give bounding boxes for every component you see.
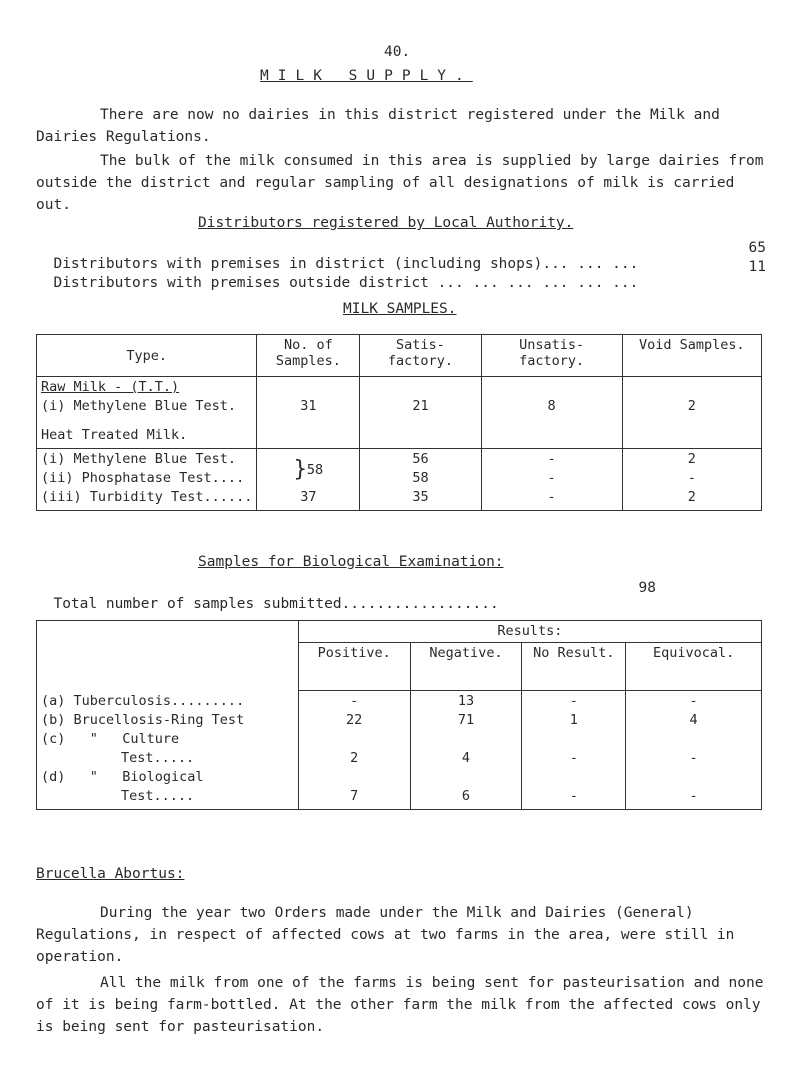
header-equivocal: Equivocal. — [626, 643, 762, 691]
heat-test-phosphatase: (ii) Phosphatase Test.... — [41, 470, 245, 486]
biological-total-value: 98 — [638, 580, 656, 596]
header-unsatisfactory: Unsatis- factory. — [481, 335, 622, 377]
heat-treated-type-cell — [37, 449, 257, 511]
heat-treated-void: 2 - 2 — [622, 449, 761, 511]
raw-milk-unsatisfactory: 8 — [481, 377, 622, 449]
page-number: 40. — [384, 44, 411, 60]
heat-treated-unsatisfactory: - - - — [481, 449, 622, 511]
biological-heading: Samples for Biological Examination: — [198, 554, 504, 570]
page-title: MILK SUPPLY. — [260, 68, 473, 84]
intro-paragraph-2: The bulk of the milk consumed in this area is supplied by large dairies from outside the district and regular sampling of all designations of milk is carried out. — [36, 153, 773, 213]
raw-milk-satisfactory: 21 — [360, 377, 481, 449]
header-no-result: No Result. — [522, 643, 626, 691]
results-header-row — [37, 621, 762, 643]
header-satisfactory: Satis- factory. — [360, 335, 481, 377]
heat-treated-satisfactory: 56 58 35 — [360, 449, 481, 511]
distributors-row-value: 65 — [748, 240, 766, 256]
results-negative-cell: 13 71 4 6 — [410, 691, 522, 810]
header-no-of-samples: No. of Samples. — [257, 335, 360, 377]
biological-results-table — [36, 620, 762, 810]
table-row — [37, 691, 762, 810]
distributors-row-label: Distributors with premises in district (including shops)... ... ... — [53, 256, 639, 272]
bracket-samples-value: 58 — [306, 462, 324, 478]
results-positive-cell: - 22 2 7 — [298, 691, 410, 810]
header-type: Type. — [37, 335, 257, 377]
milk-samples-table — [36, 334, 762, 511]
header-negative: Negative. — [410, 643, 522, 691]
distributors-row-outside-district — [36, 259, 766, 307]
header-void-samples: Void Samples. — [622, 335, 761, 377]
brucella-paragraph-2: All the milk from one of the farms is being sent for pasteurisation and none of it is being farm-bottled. At the other farm the milk from the affected cows only is being sent for pasteurisation. — [36, 975, 773, 1035]
heat-treated-samples: }58 37 — [257, 449, 360, 511]
brucella-paragraph-1: During the year two Orders made under the Milk and Dairies (General) Regulations, in respect of affected cows at two farms in the area, were still in operation. — [36, 905, 744, 965]
raw-milk-samples: 31 — [257, 377, 360, 449]
results-no-result-cell: - 1 - - — [522, 691, 626, 810]
heat-test-methylene: (i) Methylene Blue Test. — [41, 451, 237, 467]
raw-milk-type-cell — [37, 377, 257, 449]
table-row-heat-treated — [37, 449, 762, 511]
distributors-row-value: 11 — [748, 259, 766, 275]
intro-paragraph-1: There are now no dairies in this district registered under the Milk and Dairies Regulations. — [36, 107, 729, 145]
results-header: Results: — [298, 621, 761, 643]
raw-milk-void: 2 — [622, 377, 761, 449]
biological-total-label: Total number of samples submitted.................. — [53, 596, 499, 612]
raw-milk-test: (i) Methylene Blue Test. — [41, 398, 237, 414]
turbidity-samples: 37 — [300, 489, 317, 505]
table-header-row — [37, 335, 762, 377]
brucella-heading: Brucella Abortus: — [36, 866, 185, 882]
heat-treated-label: Heat Treated Milk. — [41, 427, 188, 443]
raw-milk-label: Raw Milk - (T.T.) — [41, 379, 180, 395]
distributors-heading: Distributors registered by Local Authority. — [198, 215, 574, 231]
milk-samples-heading: MILK SAMPLES. — [343, 301, 457, 317]
results-label-cell: (a) Tuberculosis......... (b) Brucellosis-Ring Test (c) " Culture Test..... (d) " Biological Test..... — [37, 691, 299, 810]
heat-test-turbidity: (iii) Turbidity Test...... — [41, 489, 253, 505]
results-equivocal-cell: - 4 - - — [626, 691, 762, 810]
distributors-row-label: Distributors with premises outside district ... ... ... ... ... ... — [53, 275, 639, 291]
header-positive: Positive. — [298, 643, 410, 691]
table-row-raw-milk — [37, 377, 762, 449]
results-label-header — [37, 621, 299, 691]
